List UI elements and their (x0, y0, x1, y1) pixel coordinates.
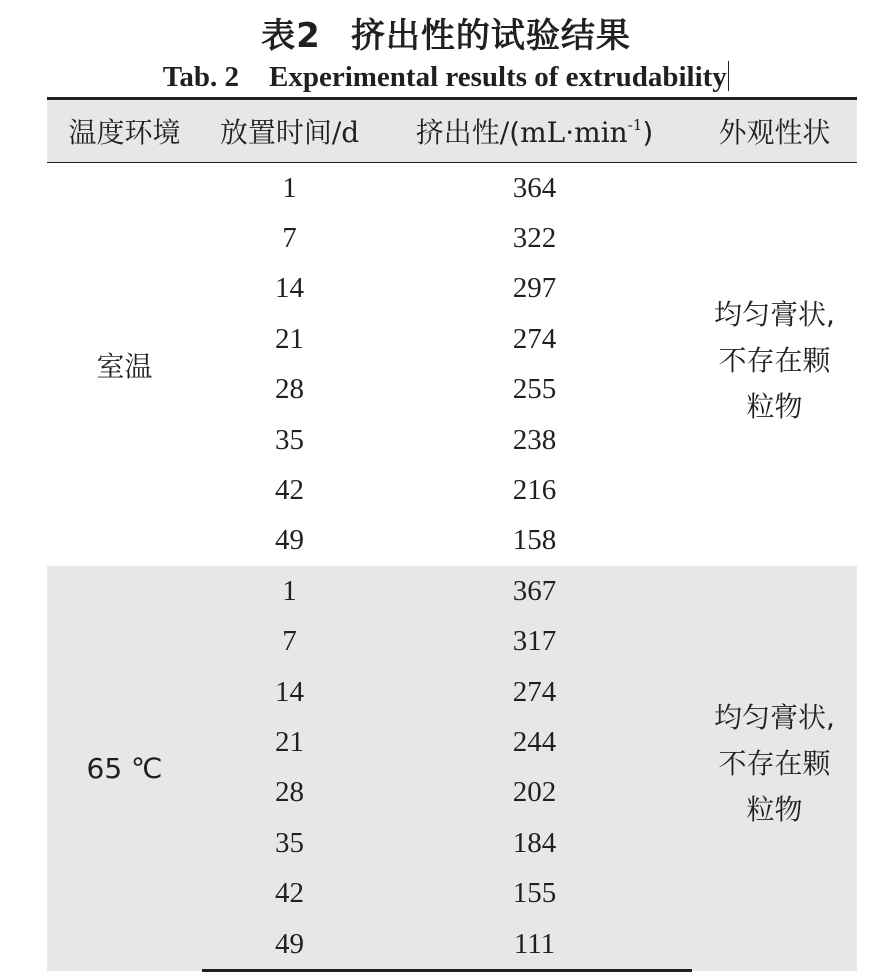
header-extrudability-label: 挤出性/ (415, 116, 510, 149)
header-unit-exponent: -1 (627, 116, 643, 134)
header-environment: 温度环境 (47, 99, 202, 163)
header-extrudability (377, 99, 692, 163)
time-cell: 1 (282, 574, 297, 607)
extrudability-cell: 184 (512, 826, 557, 859)
time-cell: 42 (275, 474, 304, 507)
results-table-container (47, 97, 857, 972)
appearance-cell (692, 163, 857, 567)
appearance-line: 均匀膏状, (714, 297, 835, 331)
extrudability-cell: 297 (512, 272, 557, 305)
table-caption-en: Experimental results of extrudability (269, 61, 727, 93)
time-cell: 35 (275, 826, 304, 859)
extrudability-results-table (47, 97, 857, 972)
extrudability-cell: 364 (512, 171, 557, 204)
appearance-line: 粒物 (746, 389, 803, 423)
header-appearance: 外观性状 (692, 99, 857, 163)
time-cell: 1 (282, 171, 297, 204)
table-header-row (47, 99, 857, 163)
table-group-65c (47, 566, 857, 971)
time-cell: 49 (275, 524, 304, 557)
table-number-cn: 表2 (261, 16, 321, 56)
table-row (47, 163, 857, 214)
time-cell: 7 (282, 625, 297, 658)
environment-cell: 65 ℃ (86, 751, 163, 785)
appearance-line: 均匀膏状, (714, 701, 835, 735)
appearance-line: 不存在颗 (718, 747, 831, 781)
extrudability-cell: 202 (512, 776, 557, 809)
header-time: 放置时间/d (202, 99, 377, 163)
table-group-room-temperature (47, 163, 857, 567)
extrudability-cell: 255 (512, 373, 557, 406)
header-unit-open-paren: ( (509, 116, 521, 149)
table-row (47, 566, 857, 616)
extrudability-cell: 216 (512, 474, 557, 507)
extrudability-cell: 367 (512, 574, 557, 607)
extrudability-cell: 322 (512, 222, 557, 255)
time-cell: 21 (275, 322, 304, 355)
text-cursor-icon (728, 61, 730, 91)
time-cell: 42 (275, 877, 304, 910)
appearance-cell (692, 566, 857, 971)
time-cell: 28 (275, 373, 304, 406)
header-unit-close-paren: ) (642, 116, 654, 149)
time-cell: 21 (275, 725, 304, 758)
appearance-line: 不存在颗 (718, 343, 831, 377)
table-caption-cn: 挤出性的试验结果 (350, 16, 631, 56)
extrudability-cell: 274 (512, 675, 557, 708)
appearance-line: 粒物 (746, 793, 803, 827)
extrudability-cell: 244 (512, 725, 557, 758)
time-cell: 14 (275, 272, 304, 305)
time-cell: 49 (202, 919, 377, 971)
time-cell: 35 (275, 423, 304, 456)
environment-cell: 室温 (96, 349, 153, 383)
extrudability-cell: 317 (512, 625, 557, 658)
time-cell: 28 (275, 776, 304, 809)
table-title-cn (0, 14, 892, 58)
header-unit: mL·min (520, 116, 628, 149)
time-cell: 14 (275, 675, 304, 708)
table-number-en: Tab. 2 (162, 61, 239, 93)
time-cell: 7 (282, 222, 297, 255)
extrudability-cell: 238 (512, 423, 557, 456)
extrudability-cell: 158 (512, 524, 557, 557)
extrudability-cell: 274 (512, 322, 557, 355)
extrudability-cell: 111 (377, 919, 692, 971)
table-title-en (0, 58, 892, 96)
extrudability-cell: 155 (512, 877, 557, 910)
